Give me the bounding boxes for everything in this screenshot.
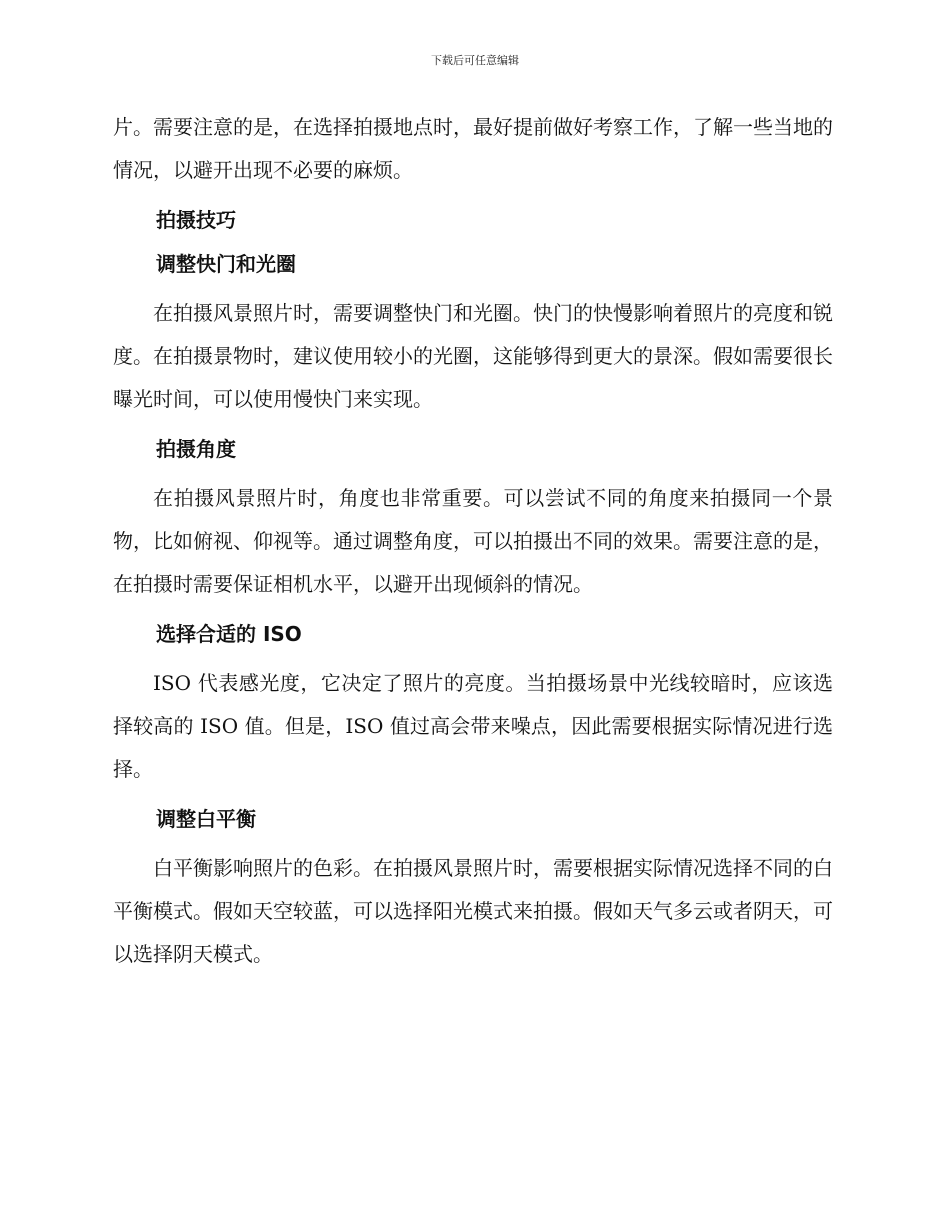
heading-shooting-techniques: 拍摄技巧 [156, 208, 236, 232]
paragraph-white-balance: 白平衡影响照片的色彩。在拍摄风景照片时，需要根据实际情况选择不同的白平衡模式。假如天空较蓝，可以选择阳光模式来拍摄。假如天气多云或者阴天，可以选择阴天模式。 [113, 856, 833, 966]
paragraph-shutter-aperture: 在拍摄风景照片时，需要调整快门和光圈。快门的快慢影响着照片的亮度和锐度。在拍摄景物时，建议使用较小的光圈，这能够得到更大的景深。假如需要很长曝光时间，可以使用慢快门来实现。 [113, 301, 833, 411]
heading-shooting-angle: 拍摄角度 [156, 437, 236, 461]
heading-shutter-aperture: 调整快门和光圈 [156, 252, 296, 276]
page-header: 下载后可任意编辑 [431, 54, 519, 67]
paragraph-iso: ISO 代表感光度，它决定了照片的亮度。当拍摄场景中光线较暗时，应该选择较高的 ISO 值。但是，ISO 值过高会带来噪点，因此需要根据实际情况进行选择。 [113, 671, 833, 781]
intro-paragraph: 片。需要注意的是，在选择拍摄地点时，最好提前做好考察工作，了解一些当地的情况，以避开出现不必要的麻烦。 [113, 115, 833, 182]
paragraph-shooting-angle: 在拍摄风景照片时，角度也非常重要。可以尝试不同的角度来拍摄同一个景物，比如俯视、仰视等。通过调整角度，可以拍摄出不同的效果。需要注意的是，在拍摄时需要保证相机水平，以避开出现倾斜的情况。 [113, 486, 833, 596]
document-body [113, 106, 833, 976]
heading-white-balance: 调整白平衡 [156, 807, 256, 831]
heading-iso: 选择合适的 ISO [156, 622, 302, 646]
